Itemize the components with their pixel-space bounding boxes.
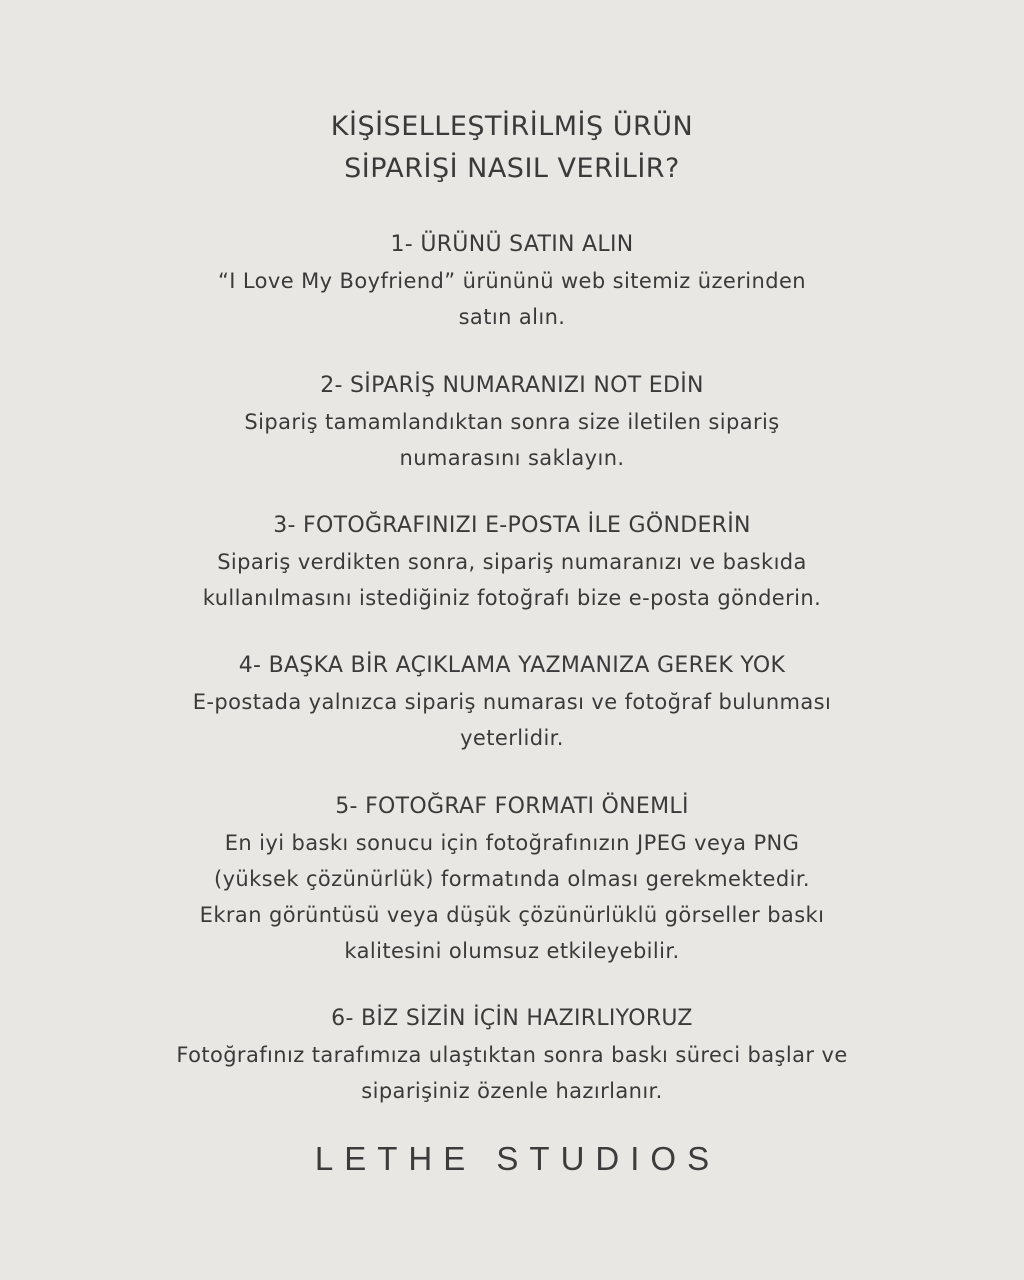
step-text-line: “I Love My Boyfriend” ürününü web sitemiz üzerinden [217, 269, 806, 293]
step-text-line: Fotoğrafınız tarafımıza ulaştıktan sonra baskı süreci başlar ve [176, 1043, 848, 1067]
step-heading: 1- ÜRÜNÜ SATIN ALIN [390, 232, 634, 257]
step-text-line: siparişiniz özenle hazırlanır. [361, 1079, 663, 1103]
step-text-line: E-postada yalnızca sipariş numarası ve fotoğraf bulunması [192, 690, 832, 714]
step-text-line: Ekran görüntüsü veya düşük çözünürlüklü görseller baskı [199, 903, 825, 927]
step-text-line: Sipariş verdikten sonra, sipariş numaranızı ve baskıda [217, 550, 807, 574]
step-heading: 6- BİZ SİZİN İÇİN HAZIRLIYORUZ [331, 1006, 693, 1031]
step-heading: 3- FOTOĞRAFINIZI E-POSTA İLE GÖNDERİN [273, 513, 751, 538]
step-heading: 4- BAŞKA BİR AÇIKLAMA YAZMANIZA GEREK YOK [238, 653, 786, 678]
page-title-line-2: SİPARİŞİ NASIL VERİLİR? [344, 153, 680, 184]
step-text-line: Sipariş tamamlandıktan sonra size iletilen sipariş [244, 410, 780, 434]
step-text-line: numarasını saklayın. [399, 446, 625, 470]
brand-wordmark: LETHE STUDIOS [314, 1140, 721, 1177]
page-title-line-1: KİŞİSELLEŞTİRİLMİŞ ÜRÜN [330, 111, 694, 142]
step-text-line: En iyi baskı sonucu için fotoğrafınızın JPEG veya PNG [224, 831, 800, 855]
step-5 [60, 789, 964, 969]
step-text-line: yeterlidir. [460, 726, 564, 750]
step-heading: 5- FOTOĞRAF FORMATI ÖNEMLİ [335, 794, 689, 819]
step-text-line: (yüksek çözünürlük) formatında olması gerekmektedir. [213, 867, 811, 891]
step-6 [60, 1001, 964, 1109]
step-4 [60, 648, 964, 756]
step-text-line: kalitesini olumsuz etkileyebilir. [344, 939, 680, 963]
step-2 [60, 368, 964, 476]
step-text-line: satın alın. [458, 305, 566, 329]
step-1 [60, 227, 964, 335]
step-heading: 2- SİPARİŞ NUMARANIZI NOT EDİN [320, 373, 704, 398]
step-text-line: kullanılmasını istediğiniz fotoğrafı bize e-posta gönderin. [202, 586, 822, 610]
step-3 [60, 508, 964, 616]
